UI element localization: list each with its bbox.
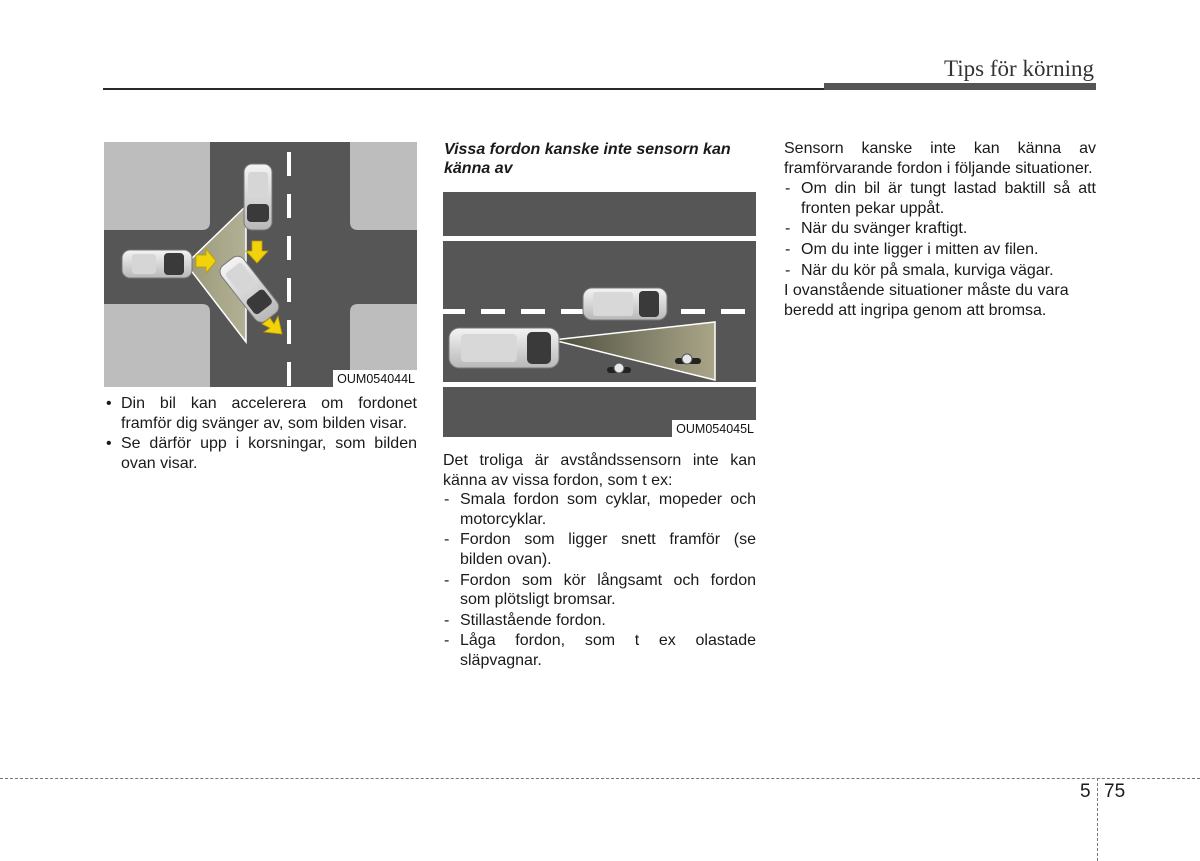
list-item: - Om din bil är tungt lastad baktill så att fronten pekar uppåt.	[784, 179, 1096, 218]
list-item: • Se därför upp i korsningar, som bilden ovan visar.	[104, 434, 417, 473]
page-header-title: Tips för körning	[944, 56, 1094, 81]
list-item: - Stillastående fordon.	[443, 611, 756, 631]
list-item: - När du svänger kraftigt.	[784, 219, 1096, 239]
dash-list	[443, 490, 756, 670]
page-number: 75	[1104, 781, 1126, 802]
closing-paragraph: I ovanstående situationer måste du vara beredd att ingripa genom att bromsa.	[784, 282, 1069, 319]
bullet-list	[104, 394, 417, 473]
figure-code: OUM054044L	[333, 370, 417, 387]
column-left	[104, 394, 417, 474]
intersection-illustration	[104, 142, 417, 387]
car-icon	[583, 288, 667, 320]
list-item: - När du kör på smala, kurviga vägar.	[784, 261, 1096, 281]
header-rule-accent	[824, 83, 1096, 90]
column-middle	[443, 451, 756, 672]
car-icon	[122, 250, 192, 278]
footer-divider	[0, 778, 1200, 779]
figure-code: OUM054045L	[672, 420, 756, 437]
list-item: - Låga fordon, som t ex olastade släpvagnar.	[443, 631, 756, 670]
list-item: - Om du inte ligger i mitten av filen.	[784, 240, 1096, 260]
column-right	[784, 139, 1096, 320]
dash-list	[784, 179, 1096, 280]
intro-paragraph: Det troliga är avståndssensorn inte kan känna av vissa fordon, som t ex:	[443, 452, 756, 489]
list-item: - Fordon som kör långsamt och fordon som plötsligt bromsar.	[443, 571, 756, 610]
header-rule	[103, 88, 824, 90]
section-subheading: Vissa fordon kanske inte sensorn kan känna av	[444, 141, 731, 177]
list-item: • Din bil kan accelerera om fordonet framför dig svänger av, som bilden visar.	[104, 394, 417, 433]
chapter-number: 5	[1080, 781, 1091, 802]
road-diagram	[443, 192, 756, 437]
footer-vertical-divider	[1097, 778, 1098, 861]
intersection-diagram	[104, 142, 417, 387]
road-illustration	[443, 192, 756, 437]
intro-paragraph: Sensorn kanske inte kan känna av framförvarande fordon i följande situationer.	[784, 140, 1096, 177]
car-icon	[449, 328, 559, 368]
list-item: - Smala fordon som cyklar, mopeder och motorcyklar.	[443, 490, 756, 529]
list-item: - Fordon som ligger snett framför (se bilden ovan).	[443, 530, 756, 569]
car-icon	[244, 164, 272, 230]
